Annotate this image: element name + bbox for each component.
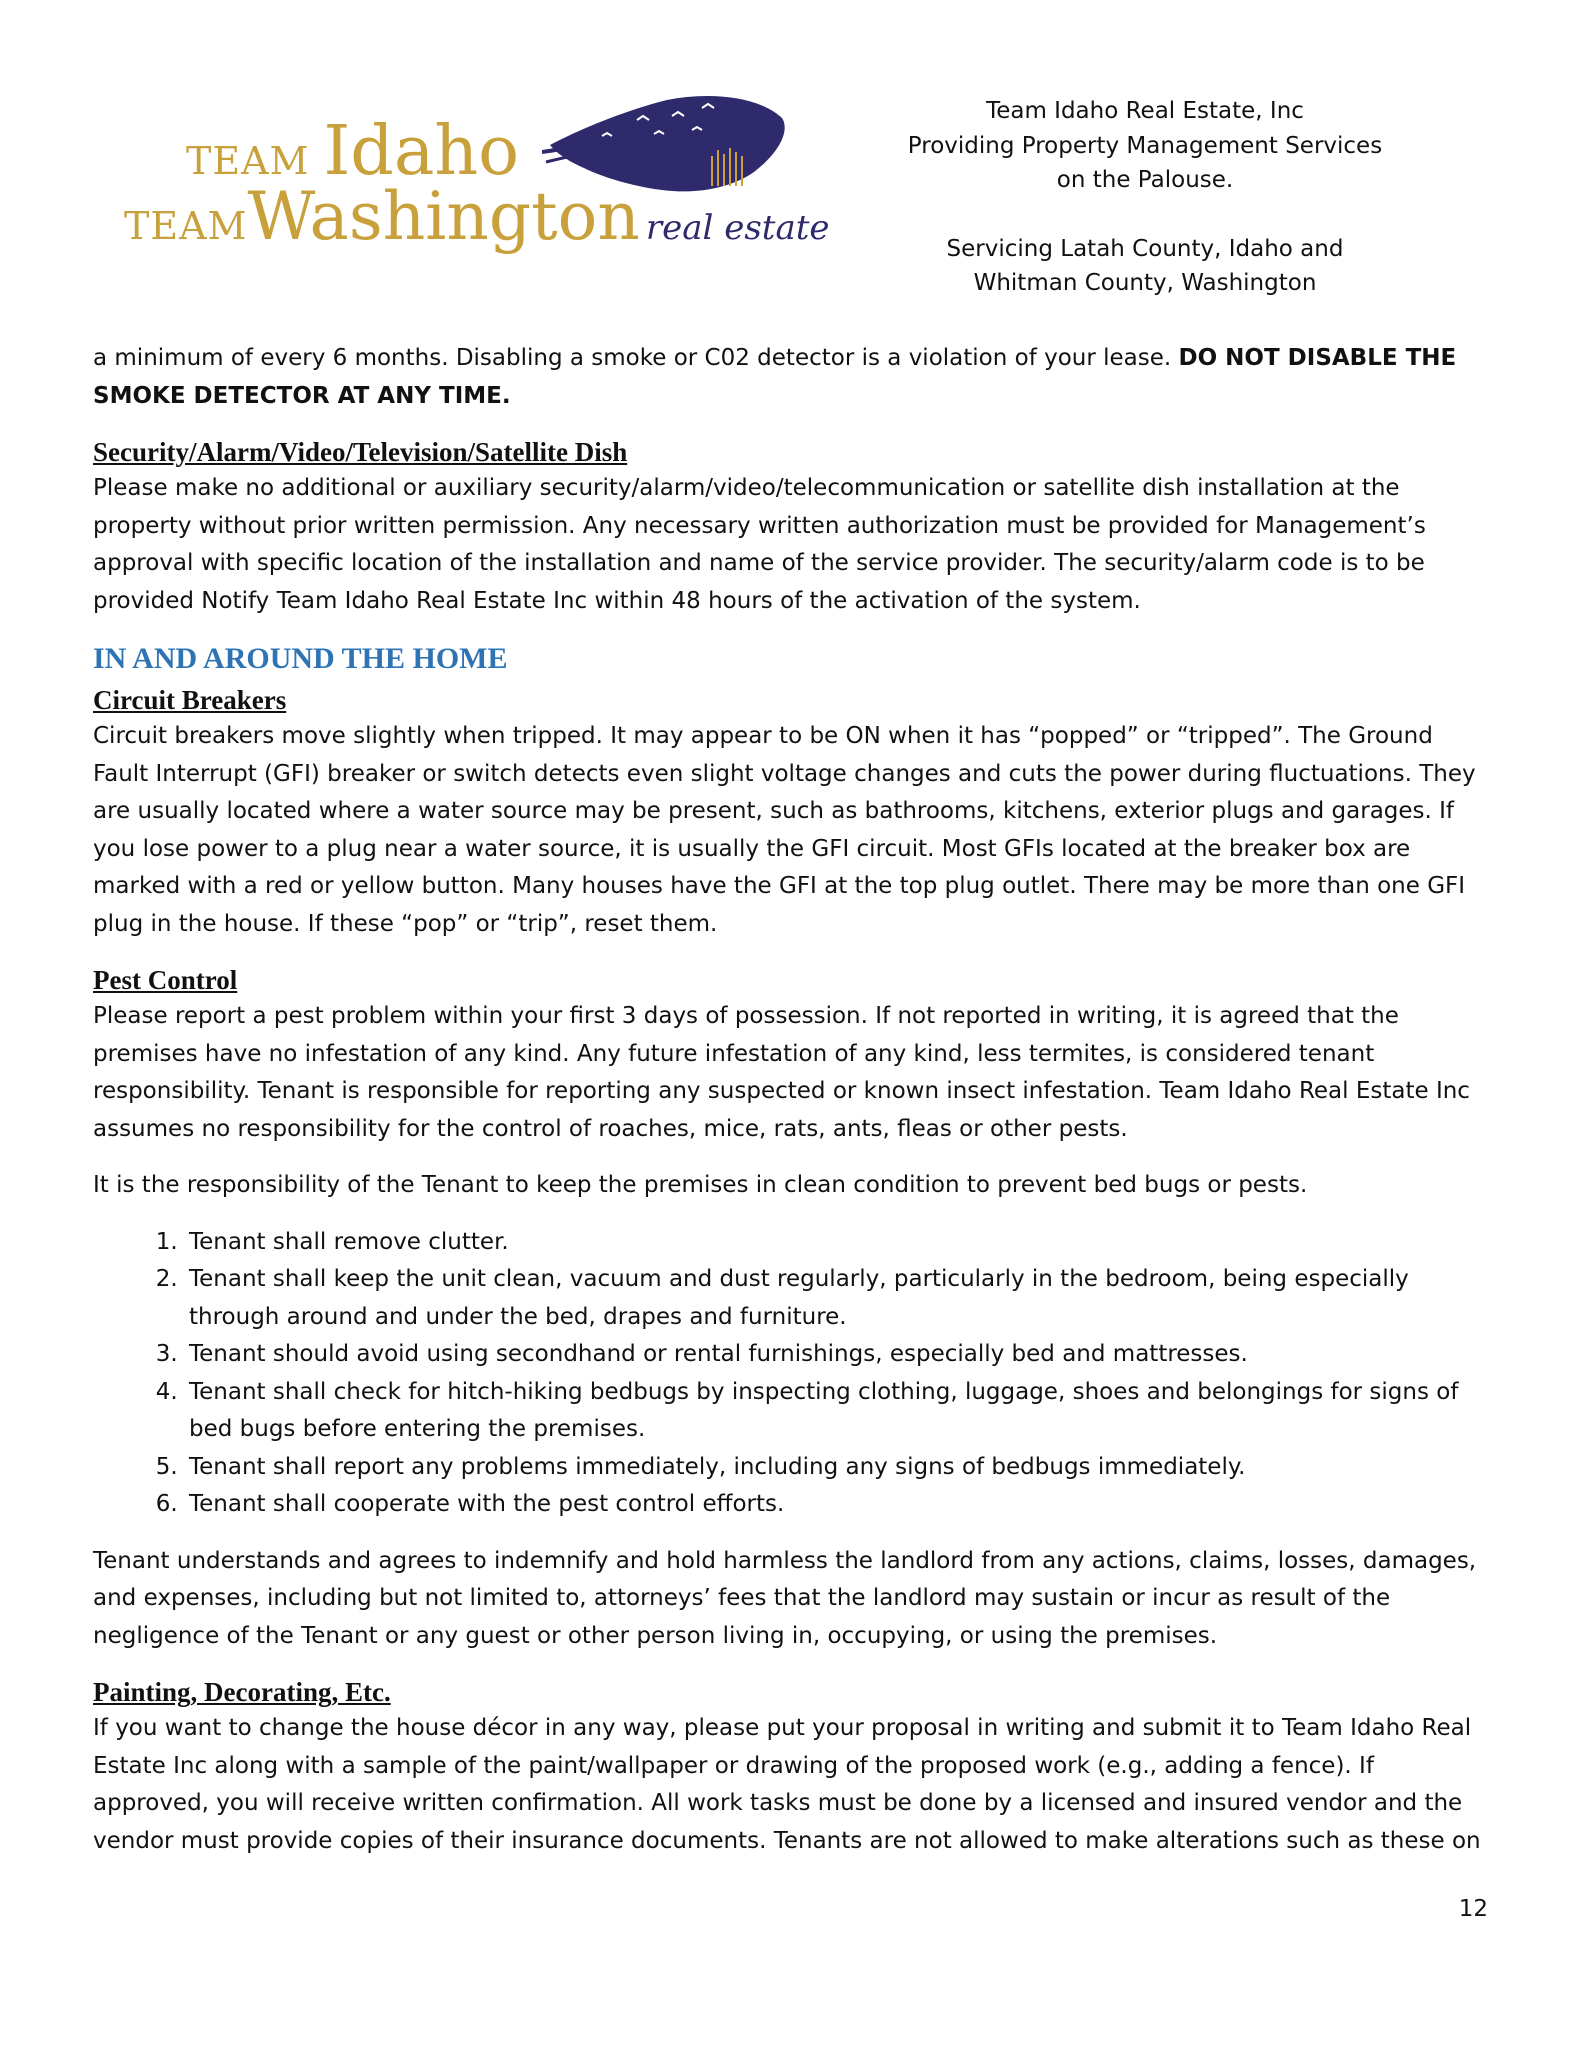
pest-control-paragraph-1: Please report a pest problem within your first 3 days of possession. If not reported in writing, it is agreed that the premises have no infestation of any kind. Any future infestation of any kind, less termites, is considered tenant responsibility. Tenant is responsible for reporting any suspected or known insect infestation. Team Idaho Real Estate Inc assumes no responsibility for the control of roaches, mice, rats, ants, fleas or other pests. bbox=[93, 1003, 1470, 1142]
pest-rules-list bbox=[93, 1224, 1493, 1524]
logo-team-text: TEAM bbox=[186, 139, 310, 183]
logo-idaho-text: Idaho bbox=[323, 112, 520, 191]
list-item: 6. Tenant shall cooperate with the pest control efforts. bbox=[185, 1486, 1493, 1524]
document-body bbox=[93, 340, 1493, 1860]
list-item: 3. Tenant should avoid using secondhand or rental furnishings, especially bed and mattresses. bbox=[185, 1336, 1493, 1374]
pest-control-heading: Pest Control bbox=[93, 965, 238, 995]
painting-heading: Painting, Decorating, Etc. bbox=[93, 1677, 391, 1707]
company-tagline-2: on the Palouse. bbox=[1056, 167, 1234, 193]
company-name: Team Idaho Real Estate, Inc bbox=[986, 98, 1304, 124]
list-item: 1. Tenant shall remove clutter. bbox=[185, 1224, 1493, 1262]
circuit-breakers-heading: Circuit Breakers bbox=[93, 685, 287, 715]
security-paragraph: Please make no additional or auxiliary security/alarm/video/telecommunication or satellite dish installation at the property without prior written permission. Any necessary written authorization must be provided for Management’s approval with specific location of the installation and name of the service provider. The security/alarm code is to be provided Notify Team Idaho Real Estate Inc within 48 hours of the activation of the system. bbox=[93, 475, 1426, 614]
pest-control-paragraph-2: It is the responsibility of the Tenant to keep the premises in clean condition to prevent bed bugs or pests. bbox=[93, 1172, 1308, 1198]
company-info-spacer bbox=[820, 198, 1470, 232]
home-section-title: IN AND AROUND THE HOME bbox=[93, 642, 508, 675]
company-tagline-1: Providing Property Management Services bbox=[907, 132, 1383, 159]
company-logo bbox=[122, 90, 830, 260]
list-item: 4. Tenant shall check for hitch-hiking bedbugs by inspecting clothing, luggage, shoes and belongings for signs of bed bugs before entering the premises. bbox=[185, 1374, 1493, 1449]
logo-real-estate-text: real estate bbox=[645, 208, 830, 248]
logo-washington-text: Washington bbox=[247, 178, 640, 255]
page-number: 12 bbox=[1458, 1896, 1488, 1922]
circuit-breakers-paragraph: Circuit breakers move slightly when tripped. It may appear to be ON when it has “popped” or “tripped”. The Ground Fault Interrupt (GFI) breaker or switch detects even slight voltage changes and cuts the power during fluctuations. They are usually located where a water source may be present, such as bathrooms, kitchens, exterior plugs and garages. If you lose power to a plug near a water source, it is usually the GFI circuit. Most GFIs located at the breaker box are marked with a red or yellow button. Many houses have the GFI at the top plug outlet. There may be more than one GFI plug in the house. If these “pop” or “trip”, reset them. bbox=[93, 723, 1476, 937]
smoke-detector-warning: DO NOT DISABLE THE SMOKE DETECTOR AT ANY TIME. bbox=[93, 345, 1457, 409]
service-area-2: Whitman County, Washington bbox=[973, 270, 1317, 296]
service-area-1: Servicing Latah County, Idaho and bbox=[946, 235, 1344, 262]
logo-team-text-2: TEAM bbox=[124, 204, 248, 248]
security-heading: Security/Alarm/Video/Television/Satellite Dish bbox=[93, 437, 628, 467]
company-info bbox=[820, 94, 1470, 301]
list-item: 2. Tenant shall keep the unit clean, vacuum and dust regularly, particularly in the bedroom, being especially through around and under the bed, drapes and furniture. bbox=[185, 1261, 1493, 1336]
list-item: 5. Tenant shall report any problems immediately, including any signs of bedbugs immediately. bbox=[185, 1449, 1493, 1487]
palouse-hills-logo-icon bbox=[542, 90, 792, 210]
painting-paragraph: If you want to change the house décor in any way, please put your proposal in writing and submit it to Team Idaho Real Estate Inc along with a sample of the paint/wallpaper or drawing of the proposed work (e.g., adding a fence). If approved, you will receive written confirmation. All work tasks must be done by a licensed and insured vendor and the vendor must provide copies of their insurance documents. Tenants are not allowed to make alterations such as these on bbox=[93, 1715, 1481, 1854]
smoke-detector-paragraph bbox=[93, 340, 1493, 415]
indemnify-paragraph: Tenant understands and agrees to indemnify and hold harmless the landlord from any actions, claims, losses, damages, and expenses, including but not limited to, attorneys’ fees that the landlord may sustain or incur as result of the negligence of the Tenant or any guest or other person living in, occupying, or using the premises. bbox=[93, 1547, 1477, 1649]
smoke-detector-text: a minimum of every 6 months. Disabling a smoke or C02 detector is a violation of your lease. bbox=[93, 345, 1179, 371]
